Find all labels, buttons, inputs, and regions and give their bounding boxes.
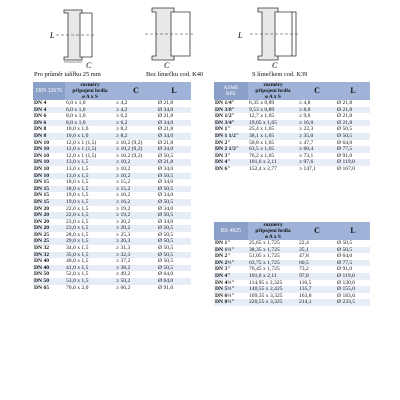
bs-dn-cell: DN 1" — [214, 240, 248, 247]
bs-l-cell: Ø 183,0 — [336, 293, 370, 300]
asme-l-cell: Ø 119,0 — [336, 159, 370, 166]
din-c-cell: ≥ 37,2 — [115, 258, 157, 265]
asme-c-cell: ≥ 97,6 — [298, 159, 336, 166]
din-l-cell: Ø 21,8 — [157, 140, 191, 147]
din-l-cell: Ø 21,8 — [157, 100, 191, 107]
asme-c-cell: ≥ 73,1 — [298, 153, 336, 160]
din-row — [33, 192, 191, 199]
din-row — [33, 140, 191, 147]
bs-dimension-cell: 25,65 x 1,725 — [248, 240, 298, 247]
din-l-cell: Ø 34,0 — [157, 179, 191, 186]
din-dimension-cell: 35,0 x 1,5 — [65, 252, 115, 259]
din-l-cell: Ø 50,5 — [157, 212, 191, 219]
asme-dimension-cell: 9,53 x 0,89 — [248, 107, 298, 114]
bs-dn-cell: DN 4½" — [214, 280, 248, 287]
din-dn-cell: DN 6 — [33, 120, 65, 127]
din-c-cell: ≥ 6,2 — [115, 120, 157, 127]
din-row — [33, 107, 191, 114]
bs-dimension-cell: 38,35 x 1,725 — [248, 247, 298, 254]
asme-row — [214, 113, 370, 120]
din-row — [33, 252, 191, 259]
asme-l-header: L — [336, 82, 370, 100]
asme-dn-cell: DN 2" — [214, 140, 248, 147]
din-l-cell: Ø 50,5 — [157, 173, 191, 180]
bs-row — [214, 253, 370, 260]
din-dn-cell: DN 20 — [33, 206, 65, 213]
din-dimension-cell: 13,0 x 1,5 — [65, 173, 115, 180]
din-dn-cell: DN 4 — [33, 107, 65, 114]
bs-row — [214, 247, 370, 254]
asme-dn-cell: DN 4" — [214, 159, 248, 166]
din-l-header: L — [157, 82, 191, 100]
din-l-cell: Ø 50,5 — [157, 225, 191, 232]
din-row — [33, 120, 191, 127]
bs-row — [214, 240, 370, 247]
bs-row — [214, 299, 370, 306]
din-row — [33, 199, 191, 206]
bs-row — [214, 260, 370, 267]
bs-dn-cell: DN 1½" — [214, 247, 248, 254]
asme-row — [214, 120, 370, 127]
bs-dimension-cell: 101,6 x 2,11 — [248, 273, 298, 280]
din-row — [33, 278, 191, 285]
din-row — [33, 238, 191, 245]
asme-dn-cell: DN 6" — [214, 166, 248, 173]
din-c-cell: ≥ 4,2 — [115, 100, 157, 107]
asme-l-cell: Ø 21,8 — [336, 120, 370, 127]
din-dimension-cell: 40,0 x 1,5 — [65, 258, 115, 265]
din-dimension-cell: 13,0 x 1,5 — [65, 166, 115, 173]
din-l-cell: Ø 50,5 — [157, 245, 191, 252]
bs-row — [214, 286, 370, 293]
din-row — [33, 173, 191, 180]
din-dimension-cell: 53,0 x 1,5 — [65, 278, 115, 285]
bs-standard-header: BS 4825 — [214, 222, 248, 240]
din-l-cell: Ø 34,0 — [157, 219, 191, 226]
din-c-cell: ≥ 8,2 — [115, 126, 157, 133]
din-row — [33, 258, 191, 265]
asme-dn-cell: DN 3/4" — [214, 120, 248, 127]
din-c-cell: ≥ 15,2 — [115, 186, 157, 193]
din-row — [33, 245, 191, 252]
din-l-cell: Ø 50,5 — [157, 265, 191, 272]
bs-dn-cell: DN 8½" — [214, 299, 248, 306]
din-dn-cell: DN 25 — [33, 232, 65, 239]
din-table — [33, 82, 191, 291]
din-dn-cell: DN 10 — [33, 153, 65, 160]
din-row — [33, 159, 191, 166]
din-dn-cell: DN 10 — [33, 159, 65, 166]
din-l-cell: Ø 50,5 — [157, 238, 191, 245]
din-c-cell: ≥ 15,2 — [115, 179, 157, 186]
din-row — [33, 225, 191, 232]
asme-dimension-cell: 76,2 x 1,65 — [248, 153, 298, 160]
din-c-cell: ≥ 66,2 — [115, 285, 157, 292]
asme-dn-cell: DN 1 1/2" — [214, 133, 248, 140]
din-dimension-cell: 6,0 x 1,0 — [65, 100, 115, 107]
din-dn-cell: DN 15 — [33, 192, 65, 199]
din-l-cell: Ø 91,0 — [157, 285, 191, 292]
asme-row — [214, 126, 370, 133]
din-l-cell: Ø 34,0 — [157, 120, 191, 127]
bs-dimension-cell: 114,95 x 3,325 — [248, 280, 298, 287]
din-dn-cell: DN 20 — [33, 219, 65, 226]
asme-row — [214, 159, 370, 166]
din-row — [33, 186, 191, 193]
drawing-label-c-right: C — [272, 61, 278, 70]
din-dimension-cell: 8,0 x 1,0 — [65, 120, 115, 127]
din-dimension-cell: 10,0 x 1,0 — [65, 126, 115, 133]
din-row — [33, 113, 191, 120]
asme-l-cell: Ø 21,8 — [336, 113, 370, 120]
din-row — [33, 232, 191, 239]
bs-dimension-cell: 51,05 x 1,725 — [248, 253, 298, 260]
bs-dn-cell: DN 4" — [214, 273, 248, 280]
bs-l-cell: Ø 77,5 — [336, 260, 370, 267]
bs-l-cell: Ø 130,0 — [336, 280, 370, 287]
caption-left: Pro průměr talířku 25 mm — [34, 71, 101, 78]
din-l-cell: Ø 21,8 — [157, 113, 191, 120]
din-dn-cell: DN 50 — [33, 278, 65, 285]
din-c-cell: ≥ 10,2 — [115, 173, 157, 180]
din-dimension-cell: 18,0 x 1,5 — [65, 186, 115, 193]
din-dimension-cell: 23,0 x 1,5 — [65, 225, 115, 232]
din-dimension-cell: 41,0 x 1,5 — [65, 265, 115, 272]
asme-dimension-cell: 152,4 x 2,77 — [248, 166, 298, 173]
bs-c-cell: 73,2 — [298, 266, 336, 273]
din-l-cell: Ø 34,0 — [157, 206, 191, 213]
asme-dimension-cell: 50,8 x 1,65 — [248, 140, 298, 147]
din-row — [33, 179, 191, 186]
din-c-cell: ≥ 19,2 — [115, 212, 157, 219]
din-dimension-cell: 70,0 x 2,0 — [65, 285, 115, 292]
bs-c-cell: 135,7 — [298, 286, 336, 293]
din-dn-cell: DN 32 — [33, 252, 65, 259]
din-dimension-cell: 19,0 x 1,5 — [65, 192, 115, 199]
asme-l-cell: Ø 77,5 — [336, 146, 370, 153]
din-l-cell: Ø 34,0 — [157, 107, 191, 114]
din-c-cell: ≥ 16,2 — [115, 199, 157, 206]
din-l-cell: Ø 34,0 — [157, 192, 191, 199]
din-l-cell: Ø 50,5 — [157, 186, 191, 193]
caption-middle: Bez límečku cod. K40 — [146, 71, 204, 78]
din-c-cell: ≥ 10,2 (9,2) — [115, 153, 157, 160]
din-c-cell: ≥ 16,2 — [115, 192, 157, 199]
din-row — [33, 133, 191, 140]
din-row — [33, 212, 191, 219]
din-c-cell: ≥ 6,2 — [115, 113, 157, 120]
din-row — [33, 153, 191, 160]
din-l-cell: Ø 50,5 — [157, 258, 191, 265]
asme-c-cell: ≥ 22,3 — [298, 126, 336, 133]
bs-dn-cell: DN 5½" — [214, 286, 248, 293]
din-c-cell: ≥ 10,2 (9,2) — [115, 140, 157, 147]
asme-dimension-cell: 6,35 x 0,89 — [248, 100, 298, 107]
bs-c-cell: 35,1 — [298, 247, 336, 254]
din-dn-cell: DN 25 — [33, 238, 65, 245]
bs-l-cell: Ø 119,0 — [336, 273, 370, 280]
asme-row — [214, 133, 370, 140]
bs-c-cell: 163,8 — [298, 293, 336, 300]
ferrule-drawing-middle — [145, 8, 195, 60]
bs-dn-cell: DN 2½" — [214, 260, 248, 267]
din-dimension-cell: 22,0 x 1,5 — [65, 206, 115, 213]
din-l-cell: Ø 50,5 — [157, 232, 191, 239]
din-standard-header: DIN 32676 — [33, 82, 65, 100]
din-c-cell: ≥ 50,2 — [115, 278, 157, 285]
asme-c-cell: ≥ 9,6 — [298, 113, 336, 120]
bs-dimension-cell: 140,55 x 2,425 — [248, 286, 298, 293]
asme-row — [214, 153, 370, 160]
bs-row — [214, 266, 370, 273]
asme-c-cell: ≥ 4,8 — [298, 100, 336, 107]
bs-c-cell: 214,1 — [298, 299, 336, 306]
asme-dimension-cell: 101,6 x 2,11 — [248, 159, 298, 166]
din-l-cell: Ø 34,0 — [157, 166, 191, 173]
din-dn-cell: DN 8 — [33, 133, 65, 140]
din-dn-cell: DN 15 — [33, 199, 65, 206]
din-l-cell: Ø 64,0 — [157, 271, 191, 278]
bs-row — [214, 293, 370, 300]
asme-l-cell: Ø 64,0 — [336, 140, 370, 147]
asme-c-header: C — [298, 82, 336, 100]
din-dn-cell: DN 40 — [33, 258, 65, 265]
bs-c-cell: 60,5 — [298, 260, 336, 267]
din-c-cell: ≥ 20,2 — [115, 219, 157, 226]
asme-dimension-cell: 63,5 x 1,65 — [248, 146, 298, 153]
din-dn-cell: DN 20 — [33, 212, 65, 219]
asme-dn-cell: DN 3" — [214, 153, 248, 160]
din-dimension-cell: 18,0 x 1,5 — [65, 179, 115, 186]
bs-c-cell: 97,8 — [298, 273, 336, 280]
bs-c-cell: 22,4 — [298, 240, 336, 247]
asme-dn-cell: DN 1/4" — [214, 100, 248, 107]
bs-row — [214, 273, 370, 280]
din-dn-cell: DN 15 — [33, 186, 65, 193]
asme-row — [214, 100, 370, 107]
din-l-cell: Ø 21,8 — [157, 126, 191, 133]
din-c-cell: ≥ 10,2 — [115, 166, 157, 173]
din-dimension-cell: 8,0 x 1,0 — [65, 113, 115, 120]
din-dn-cell: DN 20 — [33, 225, 65, 232]
bs-l-header: L — [336, 222, 370, 240]
din-row — [33, 206, 191, 213]
din-row — [33, 285, 191, 292]
din-dimension-cell: 12,0 x 1 (1,5) — [65, 146, 115, 153]
asme-table — [214, 82, 370, 173]
asme-row — [214, 146, 370, 153]
asme-l-cell: Ø 21,8 — [336, 107, 370, 114]
din-l-cell: Ø 50,5 — [157, 199, 191, 206]
asme-dimension-cell: 12,7 x 1,65 — [248, 113, 298, 120]
din-row — [33, 100, 191, 107]
din-dimension-cell: 6,0 x 1,0 — [65, 107, 115, 114]
din-l-cell: Ø 50,5 — [157, 153, 191, 160]
asme-row — [214, 140, 370, 147]
asme-c-cell: ≥ 16,0 — [298, 120, 336, 127]
din-dimension-cell: 12,0 x 1 (1,5) — [65, 153, 115, 160]
din-c-cell: ≥ 49,2 — [115, 271, 157, 278]
ferrule-drawing-left — [56, 10, 96, 62]
din-dimension-cell: 29,0 x 1,5 — [65, 238, 115, 245]
asme-dn-cell: DN 1/2" — [214, 113, 248, 120]
asme-l-cell: Ø 167,0 — [336, 166, 370, 173]
asme-dn-cell: DN 2 1/2" — [214, 146, 248, 153]
bs-l-cell: Ø 50,5 — [336, 247, 370, 254]
din-c-header: C — [115, 82, 157, 100]
din-dn-cell: DN 32 — [33, 245, 65, 252]
bs-c-header: C — [298, 222, 336, 240]
din-c-cell: ≥ 25,3 — [115, 232, 157, 239]
din-c-cell: ≥ 32,3 — [115, 252, 157, 259]
asme-row — [214, 166, 370, 173]
din-row — [33, 219, 191, 226]
din-dn-cell: DN 50 — [33, 271, 65, 278]
asme-dn-cell: DN 3/8" — [214, 107, 248, 114]
bs-c-cell: 47,8 — [298, 253, 336, 260]
bs-l-cell: Ø 233,5 — [336, 299, 370, 306]
din-dimension-cell: 52,0 x 1,5 — [65, 271, 115, 278]
din-dn-cell: DN 6 — [33, 113, 65, 120]
din-dimension-cell: 28,0 x 1,5 — [65, 232, 115, 239]
din-dn-cell: DN 8 — [33, 126, 65, 133]
din-dimension-cell: 13,0 x 1,5 — [65, 159, 115, 166]
bs-l-cell: Ø 50,5 — [336, 240, 370, 247]
din-dn-cell: DN 10 — [33, 146, 65, 153]
asme-l-cell: Ø 50,5 — [336, 126, 370, 133]
din-dn-cell: DN 40 — [33, 265, 65, 272]
din-dimension-cell: 22,0 x 1,5 — [65, 212, 115, 219]
din-dimension-cell: 12,0 x 1 (1,5) — [65, 140, 115, 147]
din-row — [33, 146, 191, 153]
asme-row — [214, 107, 370, 114]
din-c-cell: ≥ 4,2 — [115, 107, 157, 114]
caption-right: S límečkem cod. K39 — [252, 71, 308, 78]
din-c-cell: ≥ 10,2 (9,2) — [115, 146, 157, 153]
din-l-cell: Ø 50,5 — [157, 252, 191, 259]
din-l-cell: Ø 21,8 — [157, 159, 191, 166]
asme-dn-cell: DN 1" — [214, 126, 248, 133]
din-dimension-cell: 34,0 x 1,5 — [65, 245, 115, 252]
asme-dimension-cell: 25,4 x 1,65 — [248, 126, 298, 133]
bs-dn-cell: DN 3" — [214, 266, 248, 273]
din-c-cell: ≥ 38,2 — [115, 265, 157, 272]
din-c-cell: ≥ 26,3 — [115, 238, 157, 245]
din-l-cell: Ø 34,0 — [157, 146, 191, 153]
din-dn-cell: DN 10 — [33, 140, 65, 147]
bs-row — [214, 280, 370, 287]
din-row — [33, 166, 191, 173]
asme-c-cell: ≥ 147,1 — [298, 166, 336, 173]
drawing-label-l-left: L — [50, 31, 55, 40]
bs-dimension-cell: 220,55 x 3,325 — [248, 299, 298, 306]
bs-dimension-cell: 63,75 x 1,725 — [248, 260, 298, 267]
din-dim-header: rozměry připojení hrdla ø A x S — [65, 82, 115, 100]
asme-c-cell: ≥ 60,4 — [298, 146, 336, 153]
din-row — [33, 265, 191, 272]
din-l-cell: Ø 34,0 — [157, 133, 191, 140]
bs-dn-cell: DN 6½" — [214, 293, 248, 300]
asme-standard-header: ASME BPE — [214, 82, 248, 100]
bs-l-cell: Ø 91,0 — [336, 266, 370, 273]
bs-table — [214, 222, 370, 306]
din-c-cell: ≥ 8,2 — [115, 133, 157, 140]
din-l-cell: Ø 64,0 — [157, 278, 191, 285]
din-row — [33, 126, 191, 133]
bs-dn-cell: DN 2" — [214, 253, 248, 260]
technical-drawings — [0, 0, 400, 82]
asme-c-cell: ≥ 8,0 — [298, 107, 336, 114]
asme-dim-header: rozměry připojení hrdla ø A x S — [248, 82, 298, 100]
drawing-label-c-left: C — [86, 61, 92, 70]
bs-dim-header: rozměry připojení hrdla ø A x S — [248, 222, 298, 240]
din-c-cell: ≥ 10,2 — [115, 159, 157, 166]
asme-l-cell: Ø 21,8 — [336, 100, 370, 107]
asme-dimension-cell: 38,1 x 1,65 — [248, 133, 298, 140]
asme-l-cell: Ø 91,0 — [336, 153, 370, 160]
asme-l-cell: Ø 50,5 — [336, 133, 370, 140]
bs-l-cell: Ø 64,0 — [336, 253, 370, 260]
din-dn-cell: DN 10 — [33, 173, 65, 180]
asme-c-cell: ≥ 47,7 — [298, 140, 336, 147]
din-c-cell: ≥ 31,3 — [115, 245, 157, 252]
ferrule-drawing-right — [250, 8, 300, 60]
din-dimension-cell: 19,0 x 1,5 — [65, 199, 115, 206]
asme-c-cell: ≥ 35,0 — [298, 133, 336, 140]
din-dn-cell: DN 4 — [33, 100, 65, 107]
bs-c-cell: 110,5 — [298, 280, 336, 287]
bs-dimension-cell: 76,45 x 1,725 — [248, 266, 298, 273]
din-c-cell: ≥ 20,2 — [115, 225, 157, 232]
drawing-label-c-middle: C — [164, 61, 170, 70]
din-c-cell: ≥ 19,2 — [115, 206, 157, 213]
din-dn-cell: DN 65 — [33, 285, 65, 292]
din-row — [33, 271, 191, 278]
din-dimension-cell: 23,0 x 1,5 — [65, 219, 115, 226]
bs-l-cell: Ø 155,0 — [336, 286, 370, 293]
asme-dimension-cell: 19,05 x 1,65 — [248, 120, 298, 127]
drawing-label-l-right: L — [238, 31, 243, 40]
din-dn-cell: DN 10 — [33, 166, 65, 173]
din-dimension-cell: 10,0 x 1,0 — [65, 133, 115, 140]
din-dn-cell: DN 15 — [33, 179, 65, 186]
bs-dimension-cell: 169,35 x 3,325 — [248, 293, 298, 300]
